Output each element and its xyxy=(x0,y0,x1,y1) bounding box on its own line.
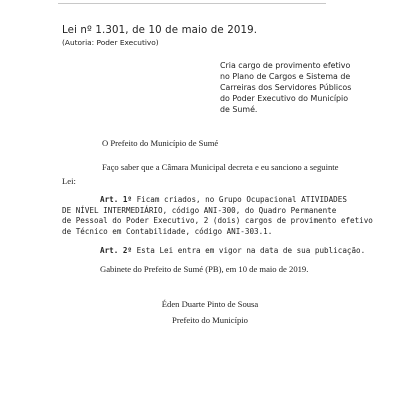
intro-paragraph xyxy=(62,160,382,188)
article-1-line: DE NÍVEL INTERMEDIÁRIO, código ANI-300, do Quadro Permanente xyxy=(62,205,337,215)
intro-line: Lei: xyxy=(62,176,76,186)
authorship-note: (Autoria: Poder Executivo) xyxy=(62,38,159,47)
ementa xyxy=(220,60,400,115)
law-title: Lei nº 1.301, de 10 de maio de 2019. xyxy=(62,25,258,36)
signatory-name: Éden Duarte Pinto de Sousa xyxy=(161,299,259,309)
top-divider xyxy=(58,3,326,4)
article-2-text: Esta Lei entra em vigor na data de sua publicação. xyxy=(136,246,366,255)
article-2-label: Art. 2º xyxy=(100,246,133,255)
article-1-line: de Pessoal do Poder Executivo, 2 (dois) cargos de provimento efetivo xyxy=(62,216,373,225)
article-2 xyxy=(62,246,365,257)
ementa-line: do Poder Executivo do Município xyxy=(220,94,349,103)
ementa-line: Cria cargo de provimento efetivo xyxy=(220,61,351,70)
article-1-text: Ficam criados, no Grupo Ocupacional ATIVIDADES xyxy=(136,195,347,204)
ementa-line: de Sumé. xyxy=(220,105,258,114)
addressee: O Prefeito do Município de Sumé xyxy=(102,138,219,148)
ementa-line: Carreiras dos Servidores Públicos xyxy=(220,83,352,92)
article-1-label: Art. 1º xyxy=(100,195,133,204)
article-1-line: de Técnico em Contabilidade, código ANI-303.1. xyxy=(62,226,273,236)
intro-line: Faço saber que a Câmara Municipal decreta e eu sanciono a seguinte xyxy=(102,162,339,172)
article-1 xyxy=(62,195,373,237)
ementa-line: no Plano de Cargos e Sistema de xyxy=(220,72,351,81)
signatory-role: Prefeito do Município xyxy=(172,315,248,325)
closing-line: Gabinete do Prefeito de Sumé (PB), em 10 de maio de 2019. xyxy=(100,264,309,274)
